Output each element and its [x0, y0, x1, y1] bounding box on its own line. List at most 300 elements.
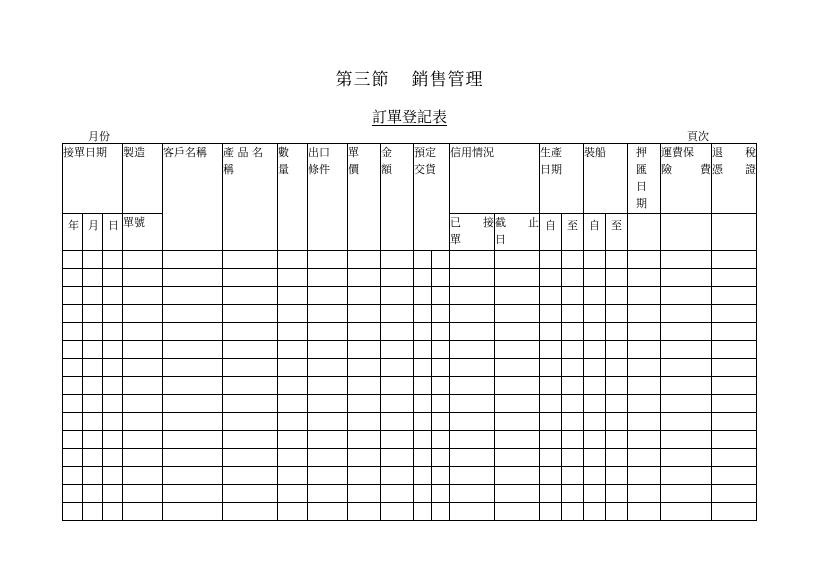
entry-cell[interactable] — [414, 485, 432, 503]
entry-cell[interactable] — [308, 251, 348, 269]
entry-cell[interactable] — [584, 305, 606, 323]
entry-cell[interactable] — [606, 377, 628, 395]
entry-cell[interactable] — [103, 377, 123, 395]
entry-cell[interactable] — [495, 341, 540, 359]
entry-cell[interactable] — [540, 323, 562, 341]
entry-cell[interactable] — [661, 485, 712, 503]
entry-cell[interactable] — [661, 395, 712, 413]
entry-cell[interactable] — [584, 431, 606, 449]
entry-cell[interactable] — [381, 431, 414, 449]
entry-cell[interactable] — [606, 413, 628, 431]
entry-cell[interactable] — [450, 377, 495, 395]
entry-cell[interactable] — [163, 251, 223, 269]
entry-cell[interactable] — [450, 449, 495, 467]
entry-cell[interactable] — [348, 287, 381, 305]
entry-cell[interactable] — [450, 431, 495, 449]
entry-cell[interactable] — [661, 287, 712, 305]
entry-cell[interactable] — [278, 359, 308, 377]
entry-cell[interactable] — [414, 377, 432, 395]
entry-cell[interactable] — [661, 449, 712, 467]
entry-cell[interactable] — [584, 323, 606, 341]
entry-cell[interactable] — [540, 305, 562, 323]
entry-cell[interactable] — [450, 413, 495, 431]
entry-cell[interactable] — [450, 467, 495, 485]
entry-cell[interactable] — [584, 413, 606, 431]
entry-cell[interactable] — [606, 251, 628, 269]
entry-cell[interactable] — [223, 431, 278, 449]
entry-cell[interactable] — [103, 485, 123, 503]
entry-cell[interactable] — [381, 269, 414, 287]
entry-cell[interactable] — [540, 395, 562, 413]
entry-cell[interactable] — [278, 503, 308, 521]
entry-cell[interactable] — [381, 359, 414, 377]
entry-cell[interactable] — [432, 395, 450, 413]
entry-cell[interactable] — [83, 269, 103, 287]
entry-cell[interactable] — [432, 305, 450, 323]
entry-cell[interactable] — [308, 305, 348, 323]
entry-cell[interactable] — [414, 467, 432, 485]
entry-cell[interactable] — [308, 449, 348, 467]
entry-cell[interactable] — [163, 431, 223, 449]
entry-cell[interactable] — [278, 251, 308, 269]
entry-cell[interactable] — [83, 359, 103, 377]
entry-cell[interactable] — [123, 251, 163, 269]
entry-cell[interactable] — [381, 305, 414, 323]
entry-cell[interactable] — [540, 467, 562, 485]
entry-cell[interactable] — [540, 431, 562, 449]
entry-cell[interactable] — [83, 467, 103, 485]
entry-cell[interactable] — [163, 323, 223, 341]
entry-cell[interactable] — [163, 467, 223, 485]
entry-cell[interactable] — [628, 431, 661, 449]
entry-cell[interactable] — [562, 269, 584, 287]
entry-cell[interactable] — [83, 449, 103, 467]
entry-cell[interactable] — [123, 287, 163, 305]
entry-cell[interactable] — [606, 269, 628, 287]
entry-cell[interactable] — [103, 323, 123, 341]
entry-cell[interactable] — [308, 431, 348, 449]
entry-cell[interactable] — [308, 467, 348, 485]
entry-cell[interactable] — [562, 341, 584, 359]
entry-cell[interactable] — [450, 359, 495, 377]
entry-cell[interactable] — [450, 269, 495, 287]
entry-cell[interactable] — [63, 269, 83, 287]
entry-cell[interactable] — [712, 359, 757, 377]
entry-cell[interactable] — [562, 359, 584, 377]
entry-cell[interactable] — [163, 287, 223, 305]
entry-cell[interactable] — [278, 431, 308, 449]
entry-cell[interactable] — [712, 413, 757, 431]
entry-cell[interactable] — [63, 449, 83, 467]
entry-cell[interactable] — [348, 449, 381, 467]
entry-cell[interactable] — [628, 305, 661, 323]
entry-cell[interactable] — [123, 395, 163, 413]
entry-cell[interactable] — [540, 413, 562, 431]
entry-cell[interactable] — [348, 269, 381, 287]
entry-cell[interactable] — [540, 503, 562, 521]
entry-cell[interactable] — [308, 287, 348, 305]
entry-cell[interactable] — [628, 503, 661, 521]
entry-cell[interactable] — [223, 395, 278, 413]
entry-cell[interactable] — [540, 269, 562, 287]
entry-cell[interactable] — [163, 503, 223, 521]
entry-cell[interactable] — [163, 359, 223, 377]
entry-cell[interactable] — [606, 287, 628, 305]
entry-cell[interactable] — [103, 251, 123, 269]
entry-cell[interactable] — [308, 503, 348, 521]
entry-cell[interactable] — [103, 359, 123, 377]
entry-cell[interactable] — [495, 251, 540, 269]
entry-cell[interactable] — [123, 377, 163, 395]
entry-cell[interactable] — [348, 251, 381, 269]
entry-cell[interactable] — [450, 341, 495, 359]
entry-cell[interactable] — [540, 341, 562, 359]
entry-cell[interactable] — [562, 377, 584, 395]
entry-cell[interactable] — [540, 251, 562, 269]
entry-cell[interactable] — [381, 485, 414, 503]
entry-cell[interactable] — [562, 287, 584, 305]
entry-cell[interactable] — [606, 467, 628, 485]
entry-cell[interactable] — [123, 431, 163, 449]
entry-cell[interactable] — [63, 395, 83, 413]
entry-cell[interactable] — [712, 503, 757, 521]
entry-cell[interactable] — [562, 413, 584, 431]
entry-cell[interactable] — [584, 395, 606, 413]
entry-cell[interactable] — [584, 377, 606, 395]
entry-cell[interactable] — [495, 503, 540, 521]
entry-cell[interactable] — [712, 323, 757, 341]
entry-cell[interactable] — [628, 467, 661, 485]
entry-cell[interactable] — [661, 377, 712, 395]
entry-cell[interactable] — [348, 467, 381, 485]
entry-cell[interactable] — [83, 305, 103, 323]
entry-cell[interactable] — [432, 341, 450, 359]
entry-cell[interactable] — [348, 305, 381, 323]
entry-cell[interactable] — [450, 323, 495, 341]
entry-cell[interactable] — [712, 305, 757, 323]
entry-cell[interactable] — [278, 485, 308, 503]
entry-cell[interactable] — [432, 449, 450, 467]
entry-cell[interactable] — [123, 341, 163, 359]
entry-cell[interactable] — [712, 449, 757, 467]
entry-cell[interactable] — [584, 485, 606, 503]
entry-cell[interactable] — [628, 485, 661, 503]
entry-cell[interactable] — [103, 467, 123, 485]
entry-cell[interactable] — [414, 251, 432, 269]
entry-cell[interactable] — [562, 395, 584, 413]
entry-cell[interactable] — [103, 503, 123, 521]
entry-cell[interactable] — [163, 269, 223, 287]
entry-cell[interactable] — [661, 431, 712, 449]
entry-cell[interactable] — [83, 503, 103, 521]
entry-cell[interactable] — [163, 449, 223, 467]
entry-cell[interactable] — [450, 305, 495, 323]
entry-cell[interactable] — [432, 413, 450, 431]
entry-cell[interactable] — [432, 287, 450, 305]
entry-cell[interactable] — [606, 323, 628, 341]
entry-cell[interactable] — [103, 287, 123, 305]
entry-cell[interactable] — [63, 377, 83, 395]
entry-cell[interactable] — [308, 413, 348, 431]
entry-cell[interactable] — [562, 467, 584, 485]
entry-cell[interactable] — [540, 485, 562, 503]
entry-cell[interactable] — [348, 323, 381, 341]
entry-cell[interactable] — [348, 341, 381, 359]
entry-cell[interactable] — [712, 431, 757, 449]
entry-cell[interactable] — [348, 359, 381, 377]
entry-cell[interactable] — [432, 251, 450, 269]
entry-cell[interactable] — [661, 323, 712, 341]
entry-cell[interactable] — [278, 395, 308, 413]
entry-cell[interactable] — [103, 341, 123, 359]
entry-cell[interactable] — [308, 359, 348, 377]
entry-cell[interactable] — [712, 251, 757, 269]
entry-cell[interactable] — [450, 395, 495, 413]
entry-cell[interactable] — [584, 251, 606, 269]
entry-cell[interactable] — [103, 269, 123, 287]
entry-cell[interactable] — [83, 485, 103, 503]
entry-cell[interactable] — [450, 287, 495, 305]
entry-cell[interactable] — [63, 359, 83, 377]
entry-cell[interactable] — [495, 269, 540, 287]
entry-cell[interactable] — [450, 251, 495, 269]
entry-cell[interactable] — [103, 305, 123, 323]
entry-cell[interactable] — [432, 503, 450, 521]
entry-cell[interactable] — [63, 485, 83, 503]
entry-cell[interactable] — [495, 485, 540, 503]
entry-cell[interactable] — [308, 323, 348, 341]
entry-cell[interactable] — [348, 503, 381, 521]
entry-cell[interactable] — [381, 395, 414, 413]
entry-cell[interactable] — [584, 467, 606, 485]
entry-cell[interactable] — [584, 359, 606, 377]
entry-cell[interactable] — [628, 341, 661, 359]
entry-cell[interactable] — [450, 503, 495, 521]
entry-cell[interactable] — [432, 485, 450, 503]
entry-cell[interactable] — [584, 341, 606, 359]
entry-cell[interactable] — [628, 413, 661, 431]
entry-cell[interactable] — [381, 251, 414, 269]
entry-cell[interactable] — [123, 413, 163, 431]
entry-cell[interactable] — [83, 341, 103, 359]
entry-cell[interactable] — [103, 413, 123, 431]
entry-cell[interactable] — [414, 395, 432, 413]
entry-cell[interactable] — [628, 359, 661, 377]
entry-cell[interactable] — [661, 341, 712, 359]
entry-cell[interactable] — [712, 395, 757, 413]
entry-cell[interactable] — [661, 305, 712, 323]
entry-cell[interactable] — [414, 359, 432, 377]
entry-cell[interactable] — [103, 395, 123, 413]
entry-cell[interactable] — [381, 449, 414, 467]
entry-cell[interactable] — [308, 269, 348, 287]
entry-cell[interactable] — [432, 377, 450, 395]
entry-cell[interactable] — [63, 341, 83, 359]
entry-cell[interactable] — [63, 287, 83, 305]
entry-cell[interactable] — [278, 377, 308, 395]
entry-cell[interactable] — [381, 377, 414, 395]
entry-cell[interactable] — [163, 341, 223, 359]
entry-cell[interactable] — [348, 485, 381, 503]
entry-cell[interactable] — [562, 449, 584, 467]
entry-cell[interactable] — [123, 449, 163, 467]
entry-cell[interactable] — [562, 251, 584, 269]
entry-cell[interactable] — [712, 269, 757, 287]
entry-cell[interactable] — [123, 359, 163, 377]
entry-cell[interactable] — [414, 341, 432, 359]
entry-cell[interactable] — [223, 341, 278, 359]
entry-cell[interactable] — [606, 395, 628, 413]
entry-cell[interactable] — [63, 251, 83, 269]
entry-cell[interactable] — [83, 395, 103, 413]
entry-cell[interactable] — [83, 323, 103, 341]
entry-cell[interactable] — [63, 503, 83, 521]
entry-cell[interactable] — [495, 431, 540, 449]
entry-cell[interactable] — [562, 485, 584, 503]
entry-cell[interactable] — [103, 449, 123, 467]
entry-cell[interactable] — [163, 395, 223, 413]
entry-cell[interactable] — [628, 287, 661, 305]
entry-cell[interactable] — [381, 341, 414, 359]
entry-cell[interactable] — [278, 413, 308, 431]
entry-cell[interactable] — [661, 413, 712, 431]
entry-cell[interactable] — [123, 485, 163, 503]
entry-cell[interactable] — [278, 269, 308, 287]
entry-cell[interactable] — [308, 377, 348, 395]
entry-cell[interactable] — [123, 323, 163, 341]
entry-cell[interactable] — [223, 467, 278, 485]
entry-cell[interactable] — [278, 449, 308, 467]
entry-cell[interactable] — [712, 467, 757, 485]
entry-cell[interactable] — [83, 431, 103, 449]
entry-cell[interactable] — [540, 449, 562, 467]
entry-cell[interactable] — [540, 287, 562, 305]
entry-cell[interactable] — [606, 341, 628, 359]
entry-cell[interactable] — [450, 485, 495, 503]
entry-cell[interactable] — [163, 305, 223, 323]
entry-cell[interactable] — [495, 359, 540, 377]
entry-cell[interactable] — [712, 377, 757, 395]
entry-cell[interactable] — [628, 269, 661, 287]
entry-cell[interactable] — [381, 287, 414, 305]
entry-cell[interactable] — [123, 269, 163, 287]
entry-cell[interactable] — [712, 485, 757, 503]
entry-cell[interactable] — [63, 413, 83, 431]
entry-cell[interactable] — [278, 323, 308, 341]
entry-cell[interactable] — [606, 503, 628, 521]
entry-cell[interactable] — [63, 305, 83, 323]
entry-cell[interactable] — [606, 359, 628, 377]
entry-cell[interactable] — [223, 323, 278, 341]
entry-cell[interactable] — [223, 251, 278, 269]
entry-cell[interactable] — [661, 503, 712, 521]
entry-cell[interactable] — [308, 485, 348, 503]
entry-cell[interactable] — [223, 413, 278, 431]
entry-cell[interactable] — [495, 413, 540, 431]
entry-cell[interactable] — [414, 413, 432, 431]
entry-cell[interactable] — [308, 341, 348, 359]
entry-cell[interactable] — [584, 287, 606, 305]
entry-cell[interactable] — [432, 431, 450, 449]
entry-cell[interactable] — [540, 359, 562, 377]
entry-cell[interactable] — [278, 467, 308, 485]
entry-cell[interactable] — [223, 305, 278, 323]
entry-cell[interactable] — [495, 323, 540, 341]
entry-cell[interactable] — [223, 287, 278, 305]
entry-cell[interactable] — [278, 305, 308, 323]
entry-cell[interactable] — [606, 305, 628, 323]
entry-cell[interactable] — [562, 323, 584, 341]
entry-cell[interactable] — [628, 323, 661, 341]
entry-cell[interactable] — [308, 395, 348, 413]
entry-cell[interactable] — [628, 449, 661, 467]
entry-cell[interactable] — [348, 431, 381, 449]
entry-cell[interactable] — [381, 503, 414, 521]
entry-cell[interactable] — [414, 431, 432, 449]
entry-cell[interactable] — [348, 395, 381, 413]
entry-cell[interactable] — [103, 431, 123, 449]
entry-cell[interactable] — [495, 377, 540, 395]
entry-cell[interactable] — [414, 323, 432, 341]
entry-cell[interactable] — [223, 359, 278, 377]
entry-cell[interactable] — [123, 503, 163, 521]
entry-cell[interactable] — [628, 251, 661, 269]
entry-cell[interactable] — [495, 395, 540, 413]
entry-cell[interactable] — [223, 377, 278, 395]
entry-cell[interactable] — [63, 431, 83, 449]
entry-cell[interactable] — [540, 377, 562, 395]
entry-cell[interactable] — [83, 251, 103, 269]
entry-cell[interactable] — [163, 377, 223, 395]
entry-cell[interactable] — [712, 341, 757, 359]
entry-cell[interactable] — [123, 467, 163, 485]
entry-cell[interactable] — [432, 467, 450, 485]
entry-cell[interactable] — [432, 323, 450, 341]
entry-cell[interactable] — [223, 269, 278, 287]
entry-cell[interactable] — [661, 269, 712, 287]
entry-cell[interactable] — [562, 431, 584, 449]
entry-cell[interactable] — [414, 287, 432, 305]
entry-cell[interactable] — [606, 431, 628, 449]
entry-cell[interactable] — [381, 323, 414, 341]
entry-cell[interactable] — [432, 269, 450, 287]
entry-cell[interactable] — [562, 503, 584, 521]
entry-cell[interactable] — [628, 377, 661, 395]
entry-cell[interactable] — [278, 341, 308, 359]
entry-cell[interactable] — [381, 467, 414, 485]
entry-cell[interactable] — [495, 287, 540, 305]
entry-cell[interactable] — [83, 377, 103, 395]
entry-cell[interactable] — [223, 449, 278, 467]
entry-cell[interactable] — [83, 287, 103, 305]
entry-cell[interactable] — [661, 251, 712, 269]
entry-cell[interactable] — [584, 449, 606, 467]
entry-cell[interactable] — [584, 503, 606, 521]
entry-cell[interactable] — [562, 305, 584, 323]
entry-cell[interactable] — [661, 467, 712, 485]
entry-cell[interactable] — [628, 395, 661, 413]
entry-cell[interactable] — [414, 503, 432, 521]
entry-cell[interactable] — [495, 449, 540, 467]
entry-cell[interactable] — [348, 377, 381, 395]
entry-cell[interactable] — [414, 449, 432, 467]
entry-cell[interactable] — [123, 305, 163, 323]
entry-cell[interactable] — [63, 323, 83, 341]
entry-cell[interactable] — [661, 359, 712, 377]
entry-cell[interactable] — [606, 485, 628, 503]
entry-cell[interactable] — [381, 413, 414, 431]
entry-cell[interactable] — [495, 305, 540, 323]
